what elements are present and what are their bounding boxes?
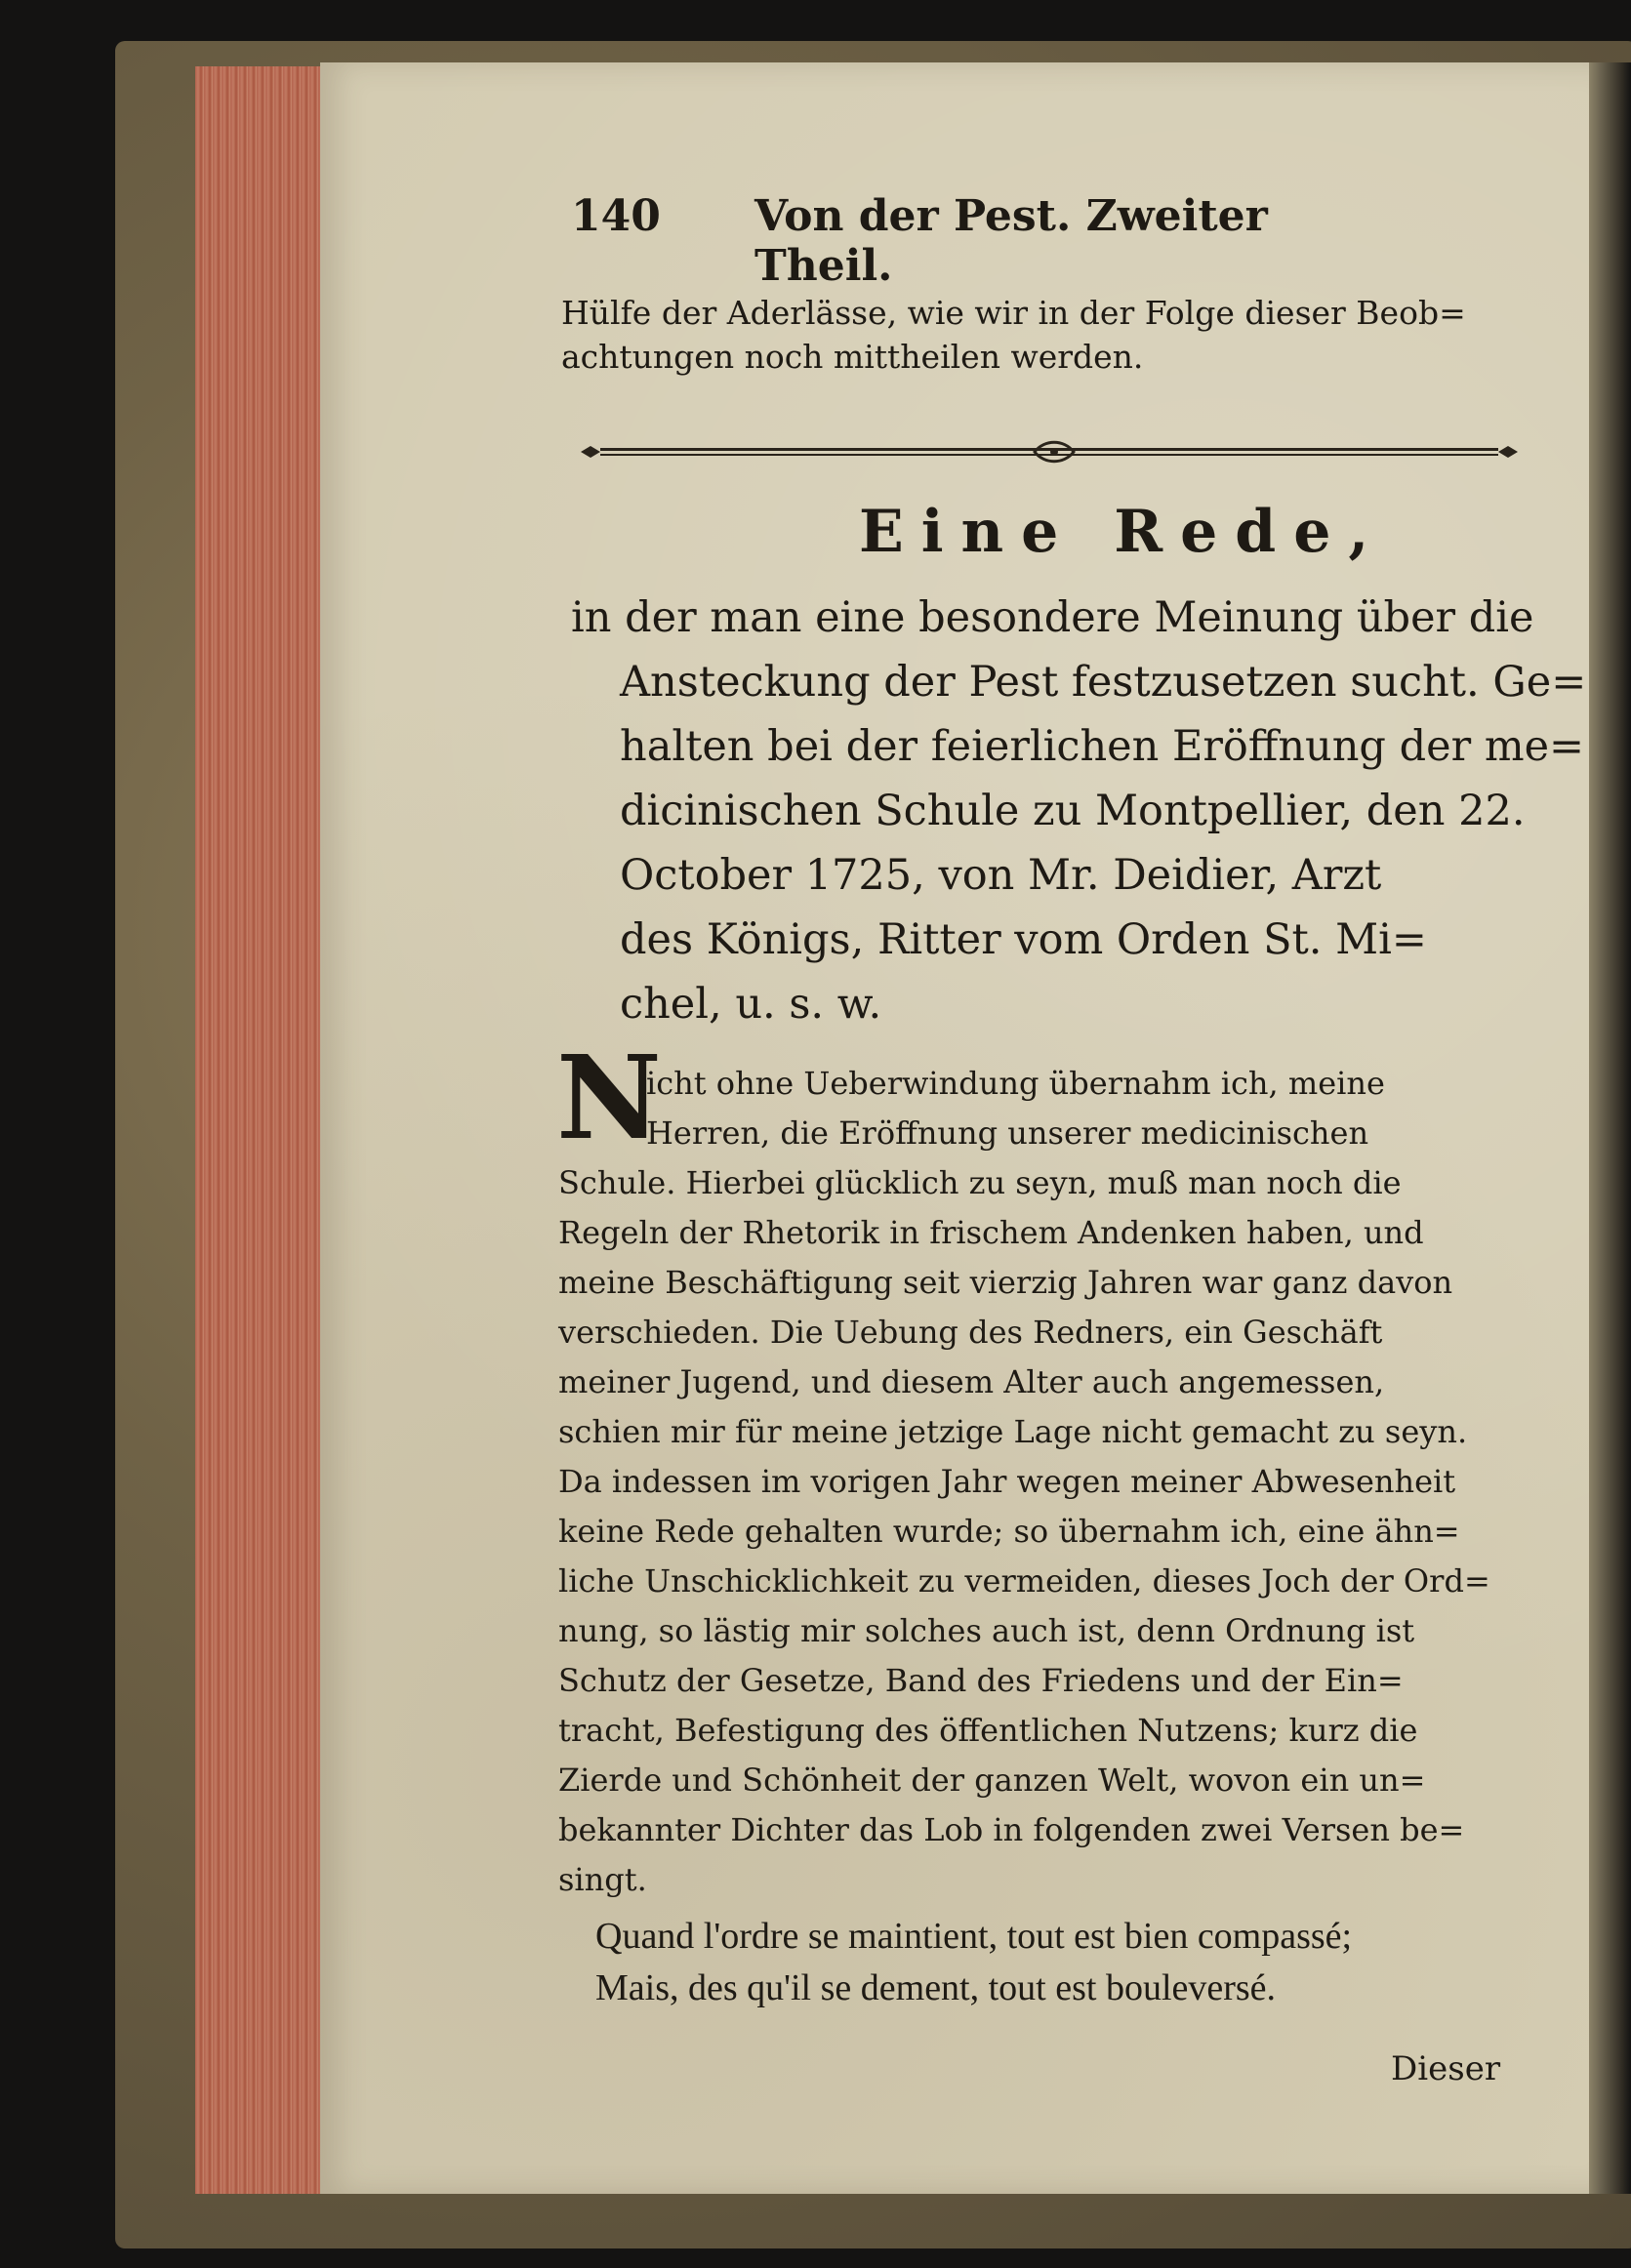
body-line: liche Unschicklichkeit zu vermeiden, dieses Joch der Ord= xyxy=(558,1562,1490,1600)
page-number: 140 xyxy=(571,191,661,241)
gutter-shadow xyxy=(1589,62,1631,2194)
subtitle-line: chel, u. s. w. xyxy=(620,980,882,1029)
subtitle-line: Ansteckung der Pest festzusetzen sucht. Ge= xyxy=(620,658,1587,707)
body-line: Zierde und Schönheit der ganzen Welt, wovon ein un= xyxy=(558,1762,1426,1799)
body-line: bekannter Dichter das Lob in folgenden zwei Versen be= xyxy=(558,1811,1465,1848)
body-line: Regeln der Rhetorik in frischem Andenken haben, und xyxy=(558,1214,1424,1251)
subtitle-line: dicinischen Schule zu Montpellier, den 22. xyxy=(620,787,1526,835)
body-line: icht ohne Ueberwindung übernahm ich, meine xyxy=(646,1065,1385,1102)
running-header xyxy=(571,191,1371,291)
page-edges xyxy=(195,66,322,2194)
oration-body xyxy=(558,1059,1520,1905)
body-line: keine Rede gehalten wurde; so übernahm ich, eine ähn= xyxy=(558,1513,1460,1550)
subtitle-line: in der man eine besondere Meinung über die xyxy=(571,593,1534,642)
body-line: Herren, die Eröffnung unserer medicinischen xyxy=(646,1114,1369,1152)
verse-line: Mais, des qu'il se dement, tout est bouleversé. xyxy=(595,1967,1277,2008)
body-line: meiner Jugend, und diesem Alter auch angemessen, xyxy=(558,1363,1385,1400)
intro-paragraph xyxy=(561,291,1518,379)
body-line: singt. xyxy=(558,1861,647,1898)
body-line: Schutz der Gesetze, Band des Friedens und der Ein= xyxy=(558,1662,1404,1699)
oration-subtitle xyxy=(571,586,1587,1036)
subtitle-line: des Königs, Ritter vom Orden St. Mi= xyxy=(620,915,1427,964)
french-verse xyxy=(595,1911,1352,2014)
oration-title: Eine Rede, xyxy=(859,498,1387,566)
subtitle-line: October 1725, von Mr. Deidier, Arzt xyxy=(620,851,1382,900)
body-line: verschieden. Die Uebung des Redners, ein Geschäft xyxy=(558,1314,1383,1351)
intro-line: Hülfe der Aderlässe, wie wir in der Folge dieser Beob= xyxy=(561,294,1466,332)
drop-capital: N xyxy=(556,1030,662,1165)
catchword: Dieser xyxy=(1391,2049,1501,2088)
body-line: nung, so lästig mir solches auch ist, denn Ordnung ist xyxy=(558,1612,1415,1649)
body-line: schien mir für meine jetzige Lage nicht gemacht zu seyn. xyxy=(558,1413,1468,1450)
subtitle-line: halten bei der feierlichen Eröffnung der me= xyxy=(620,722,1585,771)
body-line: Da indessen im vorigen Jahr wegen meiner Abwesenheit xyxy=(558,1463,1456,1500)
verse-line: Quand l'ordre se maintient, tout est bien compassé; xyxy=(595,1916,1353,1957)
body-line: meine Beschäftigung seit vierzig Jahren war ganz davon xyxy=(558,1264,1453,1301)
running-title: Von der Pest. Zweiter Theil. xyxy=(754,191,1268,291)
ornamental-rule xyxy=(576,437,1523,466)
intro-line: achtungen noch mittheilen werden. xyxy=(561,338,1144,376)
body-line: Schule. Hierbei glücklich zu seyn, muß man noch die xyxy=(558,1164,1402,1201)
body-line: tracht, Befestigung des öffentlichen Nutzens; kurz die xyxy=(558,1712,1418,1749)
